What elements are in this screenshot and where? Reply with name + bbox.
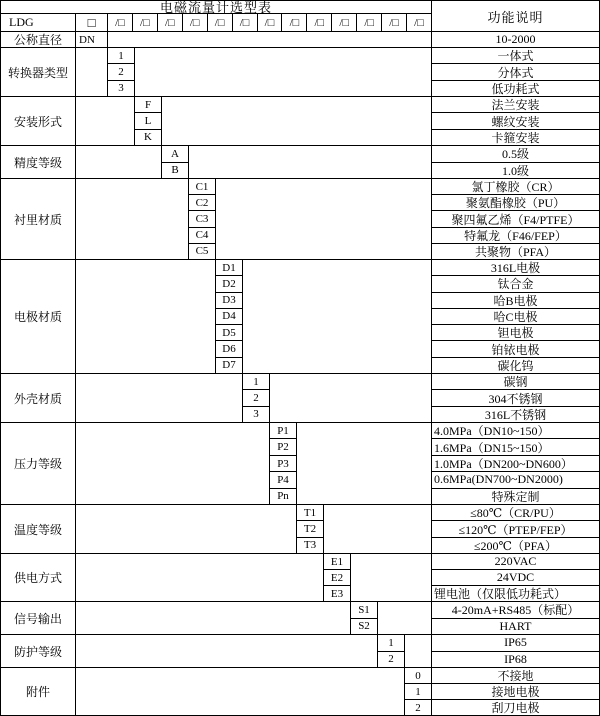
section-accessories bbox=[1, 667, 599, 715]
table-header bbox=[1, 1, 599, 31]
option-code: Pn bbox=[277, 490, 289, 503]
code-slot: /□ bbox=[108, 14, 133, 31]
category-label: 防护等级 bbox=[1, 635, 76, 667]
spacer bbox=[76, 260, 216, 373]
spacer bbox=[76, 146, 162, 178]
option-code: D3 bbox=[216, 293, 242, 309]
section-protection-rating bbox=[1, 634, 599, 667]
function-desc: ≤200℃（PFA） bbox=[473, 538, 558, 553]
function-desc: 铂铱电极 bbox=[432, 341, 599, 357]
option-code: 3 bbox=[253, 408, 259, 421]
spacer bbox=[324, 505, 432, 553]
category-label: 附件 bbox=[1, 668, 76, 715]
code-slot: /□ bbox=[282, 14, 307, 31]
model-code-slots bbox=[108, 14, 431, 31]
option-code: T3 bbox=[303, 539, 317, 552]
code-slot: /□ bbox=[307, 14, 332, 31]
spacer bbox=[135, 48, 432, 96]
function-desc: 刮刀电极 bbox=[491, 701, 540, 715]
function-desc: 分体式 bbox=[432, 64, 599, 80]
option-code: S1 bbox=[351, 602, 377, 619]
code-column bbox=[324, 554, 351, 601]
spacer bbox=[76, 423, 270, 504]
model-prefix: LDG bbox=[1, 14, 76, 31]
option-code: E3 bbox=[330, 587, 344, 600]
function-desc: 钽电极 bbox=[432, 325, 599, 341]
code-slot: /□ bbox=[258, 14, 283, 31]
option-code: 2 bbox=[243, 390, 269, 406]
category-label: 压力等级 bbox=[1, 423, 76, 504]
function-desc: ≤80℃（CR/PU） bbox=[432, 505, 599, 521]
spacer bbox=[76, 179, 189, 259]
code-slot: /□ bbox=[133, 14, 158, 31]
option-code: L bbox=[135, 113, 161, 129]
table-title: 电磁流量计选型表 bbox=[1, 1, 431, 14]
spacer bbox=[76, 505, 297, 553]
option-code: D6 bbox=[216, 341, 242, 357]
function-desc: 0.6MPa(DN700~DN2000) bbox=[432, 472, 599, 488]
function-desc: 钛合金 bbox=[432, 276, 599, 292]
function-desc: 220VAC bbox=[432, 554, 599, 570]
option-code: 1 bbox=[405, 684, 431, 700]
spacer bbox=[76, 668, 405, 715]
function-desc: 1.0级 bbox=[501, 163, 529, 178]
function-desc: 氯丁橡胶（CR） bbox=[432, 179, 599, 195]
option-code: S2 bbox=[358, 620, 370, 633]
dn-cell: DN bbox=[76, 32, 108, 47]
option-code: 0 bbox=[405, 668, 431, 684]
option-code: E2 bbox=[324, 570, 350, 586]
spacer bbox=[405, 635, 432, 667]
function-desc: 24VDC bbox=[432, 570, 599, 586]
option-code: P3 bbox=[270, 456, 296, 472]
function-desc: 特氟龙（F46/FEP） bbox=[432, 228, 599, 244]
header-left bbox=[1, 1, 432, 31]
option-code: C2 bbox=[189, 195, 215, 211]
section-installation bbox=[1, 96, 599, 145]
option-code: 1 bbox=[243, 374, 269, 390]
section-electrode-material bbox=[1, 259, 599, 373]
function-column-header: 功能说明 bbox=[487, 9, 544, 25]
function-desc: 316L不锈钢 bbox=[484, 407, 547, 422]
section-temperature-rating bbox=[1, 504, 599, 553]
option-code: C5 bbox=[195, 245, 209, 258]
option-code: K bbox=[144, 131, 152, 144]
section-nominal-diameter bbox=[1, 31, 599, 47]
spacer bbox=[76, 554, 324, 601]
code-slot: /□ bbox=[357, 14, 382, 31]
code-column bbox=[108, 48, 135, 96]
spacer bbox=[162, 97, 432, 145]
code-slot: /□ bbox=[233, 14, 258, 31]
function-desc: 1.6MPa（DN15~150） bbox=[432, 439, 599, 455]
function-desc: 316L电极 bbox=[432, 260, 599, 276]
spacer bbox=[76, 635, 378, 667]
option-code: T1 bbox=[297, 505, 323, 521]
function-desc: 不接地 bbox=[432, 668, 599, 684]
function-desc: 特殊定制 bbox=[491, 489, 540, 504]
function-desc: 一体式 bbox=[432, 48, 599, 64]
option-code: B bbox=[171, 164, 179, 177]
section-lining-material bbox=[1, 178, 599, 259]
category-label: 衬里材质 bbox=[1, 179, 76, 259]
category-label: 安装形式 bbox=[1, 97, 76, 145]
function-desc: 哈B电极 bbox=[432, 293, 599, 309]
section-pressure-rating bbox=[1, 422, 599, 504]
function-desc: 碳钢 bbox=[432, 374, 599, 390]
code-column bbox=[297, 505, 324, 553]
option-code: A bbox=[162, 146, 188, 163]
code-slot: /□ bbox=[158, 14, 183, 31]
spacer bbox=[270, 374, 432, 422]
option-code: D7 bbox=[222, 359, 236, 372]
spacer bbox=[76, 48, 108, 96]
code-column bbox=[378, 635, 405, 667]
function-desc: 法兰安装 bbox=[432, 97, 599, 113]
code-slot: /□ bbox=[183, 14, 208, 31]
option-code: P2 bbox=[270, 439, 296, 455]
option-code: 1 bbox=[378, 635, 404, 652]
option-code: 3 bbox=[118, 82, 124, 95]
function-desc: 碳化钨 bbox=[497, 358, 534, 373]
model-base-box: □ bbox=[76, 14, 108, 31]
option-code: D5 bbox=[216, 325, 242, 341]
spacer bbox=[378, 602, 432, 634]
function-desc: IP68 bbox=[504, 651, 527, 666]
function-desc: 聚氨酯橡胶（PU） bbox=[432, 195, 599, 211]
function-desc: 低功耗式 bbox=[491, 81, 540, 96]
option-code: C4 bbox=[189, 228, 215, 244]
function-desc: 10-2000 bbox=[495, 32, 536, 46]
category-label: 信号输出 bbox=[1, 602, 76, 634]
function-desc: 0.5级 bbox=[432, 146, 599, 163]
spacer bbox=[76, 97, 135, 145]
function-desc: HART bbox=[499, 618, 532, 633]
option-code: P1 bbox=[270, 423, 296, 439]
category-label: 供电方式 bbox=[1, 554, 76, 601]
category-label: 精度等级 bbox=[1, 146, 76, 178]
section-housing-material bbox=[1, 373, 599, 422]
section-signal-output bbox=[1, 601, 599, 634]
model-code-row bbox=[1, 14, 431, 31]
option-code: E1 bbox=[324, 554, 350, 570]
category-label: 公称直径 bbox=[1, 32, 76, 47]
option-code: D2 bbox=[216, 276, 242, 292]
function-desc: 锂电池（仅限低功耗式） bbox=[434, 587, 567, 601]
function-desc: 4-20mA+RS485（标配） bbox=[432, 602, 599, 619]
spacer bbox=[351, 554, 432, 601]
spacer bbox=[108, 32, 432, 47]
option-code: D1 bbox=[216, 260, 242, 276]
code-slot: /□ bbox=[208, 14, 233, 31]
code-column bbox=[243, 374, 270, 422]
option-code: P4 bbox=[270, 472, 296, 488]
option-code: T2 bbox=[297, 521, 323, 537]
option-code: C3 bbox=[189, 211, 215, 227]
function-desc: 4.0MPa（DN10~150） bbox=[432, 423, 599, 439]
function-desc: 螺纹安装 bbox=[432, 113, 599, 129]
function-desc: IP65 bbox=[432, 635, 599, 652]
spacer bbox=[76, 602, 351, 634]
spacer bbox=[216, 179, 432, 259]
option-code: 1 bbox=[108, 48, 134, 64]
code-column bbox=[216, 260, 243, 373]
option-code: 2 bbox=[415, 701, 421, 714]
category-label: 转换器类型 bbox=[1, 48, 76, 96]
option-code: D4 bbox=[216, 309, 242, 325]
code-column bbox=[270, 423, 297, 504]
code-column bbox=[135, 97, 162, 145]
option-code: F bbox=[135, 97, 161, 113]
function-desc: 共聚物（PFA） bbox=[474, 244, 557, 259]
code-slot: /□ bbox=[382, 14, 407, 31]
code-slot: /□ bbox=[332, 14, 357, 31]
spacer bbox=[297, 423, 432, 504]
spacer bbox=[189, 146, 432, 178]
function-desc: 1.0MPa（DN200~DN600） bbox=[432, 456, 599, 472]
section-power-supply bbox=[1, 553, 599, 601]
section-converter-type bbox=[1, 47, 599, 96]
spacer bbox=[243, 260, 432, 373]
code-column bbox=[189, 179, 216, 259]
code-column bbox=[405, 668, 432, 715]
spacer bbox=[76, 374, 243, 422]
function-desc: ≤120℃（PTEP/FEP） bbox=[432, 521, 599, 537]
code-slot: /□ bbox=[414, 16, 424, 29]
function-desc: 哈C电极 bbox=[432, 309, 599, 325]
function-desc: 卡箍安装 bbox=[491, 130, 540, 145]
section-accuracy bbox=[1, 145, 599, 178]
code-column bbox=[162, 146, 189, 178]
category-label: 电极材质 bbox=[1, 260, 76, 373]
option-code: C1 bbox=[189, 179, 215, 195]
function-desc: 聚四氟乙烯（F4/PTFE） bbox=[432, 211, 599, 227]
category-label: 温度等级 bbox=[1, 505, 76, 553]
function-desc: 304不锈钢 bbox=[432, 390, 599, 406]
function-desc: 接地电极 bbox=[432, 684, 599, 700]
option-code: 2 bbox=[108, 64, 134, 80]
code-column bbox=[351, 602, 378, 634]
category-label: 外壳材质 bbox=[1, 374, 76, 422]
option-code: 2 bbox=[388, 653, 394, 666]
